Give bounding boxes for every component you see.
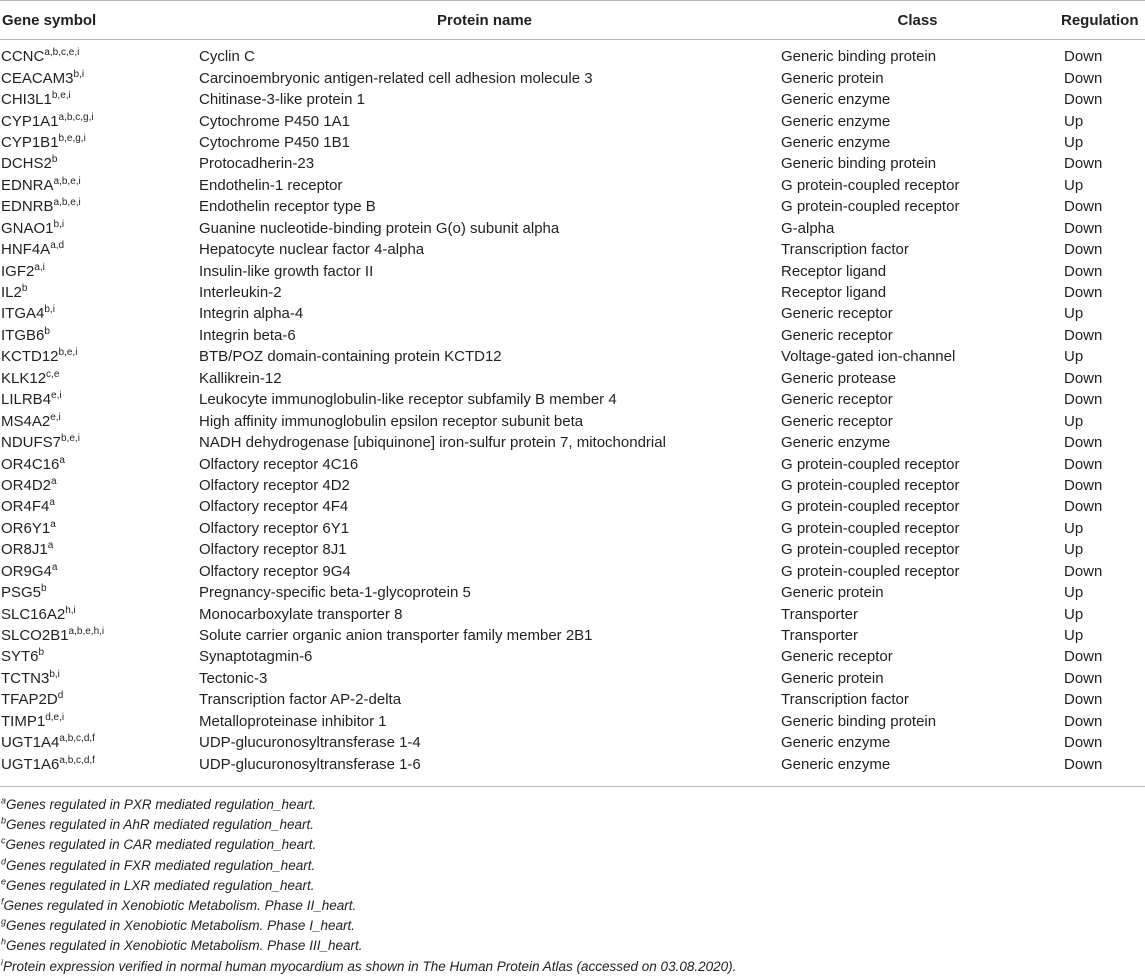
protein-name-cell: Olfactory receptor 6Y1 <box>199 519 350 537</box>
regulation-cell: Down <box>1064 734 1103 752</box>
protein-name-cell: UDP-glucuronosyltransferase 1-4 <box>199 734 421 752</box>
class-cell: G protein-coupled receptor <box>781 519 960 537</box>
gene-symbol-cell <box>0 368 193 389</box>
class-cell: Generic protein <box>781 69 884 87</box>
gene-symbol-cell <box>0 89 193 110</box>
regulation-cell: Up <box>1064 519 1084 537</box>
table-row <box>0 475 1145 496</box>
regulation-cell: Down <box>1064 498 1103 516</box>
gene-symbol-cell <box>0 196 193 217</box>
gene-symbol-cell <box>0 40 193 68</box>
class-cell: Generic enzyme <box>781 755 891 773</box>
gene-footnote-marks: a <box>59 454 65 466</box>
table-row <box>0 110 1145 131</box>
class-cell: Transcription factor <box>781 691 909 709</box>
table-row <box>0 753 1145 778</box>
table-row <box>0 711 1145 732</box>
class-cell: Generic enzyme <box>781 133 891 151</box>
regulation-cell: Down <box>1064 755 1103 773</box>
regulation-cell: Down <box>1064 48 1103 66</box>
gene-symbol-cell <box>0 67 193 88</box>
gene-footnote-marks: a,b,c,d,f <box>59 733 95 745</box>
gene-symbol: TIMP1 <box>1 712 46 730</box>
protein-name-cell: Carcinoembryonic antigen-related cell adhesion molecule 3 <box>199 69 593 87</box>
class-cell: Voltage-gated ion-channel <box>781 348 956 366</box>
gene-footnote-marks: b <box>21 283 28 295</box>
class-cell: Generic receptor <box>781 391 893 409</box>
gene-symbol: IGF2 <box>1 262 35 280</box>
gene-footnote-marks: c,e <box>46 368 60 380</box>
gene-symbol: PSG5 <box>1 584 42 602</box>
regulation-cell: Down <box>1064 434 1103 452</box>
gene-symbol: SLC16A2 <box>1 605 66 623</box>
class-cell: Generic receptor <box>781 326 893 344</box>
protein-name-cell: Protocadherin-23 <box>199 155 315 173</box>
footnote-item <box>0 856 1145 876</box>
footnote-mark: b <box>1 815 7 826</box>
class-cell: Generic receptor <box>781 305 893 323</box>
gene-symbol-cell <box>0 582 193 603</box>
gene-symbol: CHI3L1 <box>1 91 52 109</box>
gene-symbol: CEACAM3 <box>1 69 74 87</box>
regulation-cell: Up <box>1064 176 1084 194</box>
gene-symbol-cell <box>0 303 193 324</box>
footnote-text: Genes regulated in CAR mediated regulation_heart. <box>5 837 317 853</box>
regulation-cell: Down <box>1064 91 1103 109</box>
footnote-text: Protein expression verified in normal human myocardium as shown in The Human Protein Atlas (accessed on 03.08.2020). <box>3 958 737 974</box>
protein-name-cell: Olfactory receptor 4C16 <box>199 455 359 473</box>
regulation-cell: Down <box>1064 669 1103 687</box>
gene-symbol: UGT1A6 <box>1 755 60 773</box>
gene-footnote-marks: a <box>51 475 57 487</box>
class-cell: Generic receptor <box>781 412 893 430</box>
footnote-mark: g <box>1 916 7 927</box>
gene-footnote-marks: b <box>38 647 45 659</box>
gene-symbol-cell <box>0 325 193 346</box>
gene-symbol: UGT1A4 <box>1 734 60 752</box>
gene-footnote-marks: b,i <box>53 218 65 230</box>
table-body <box>0 40 1145 779</box>
footnote-mark: h <box>1 936 7 947</box>
regulation-cell: Down <box>1064 326 1103 344</box>
class-cell: Generic enzyme <box>781 434 891 452</box>
footnote-text: Genes regulated in Xenobiotic Metabolism. Phase II_heart. <box>3 897 357 913</box>
gene-symbol-cell <box>0 175 193 196</box>
footnote-mark: d <box>1 856 7 867</box>
table-row <box>0 89 1145 110</box>
gene-symbol-cell <box>0 432 193 453</box>
gene-symbol: CYP1B1 <box>1 133 59 151</box>
regulation-cell: Up <box>1064 584 1084 602</box>
footnote-mark: f <box>1 896 4 907</box>
regulation-cell: Down <box>1064 219 1103 237</box>
class-cell: Transporter <box>781 605 858 623</box>
table-row <box>0 646 1145 667</box>
table-row <box>0 668 1145 689</box>
regulation-cell: Down <box>1064 391 1103 409</box>
gene-footnote-marks: a,b,e,i <box>53 197 81 209</box>
protein-name-cell: Hepatocyte nuclear factor 4-alpha <box>199 241 425 259</box>
gene-symbol-cell <box>0 539 193 560</box>
footnote-text: Genes regulated in LXR mediated regulation_heart. <box>6 877 315 893</box>
table-row <box>0 40 1145 68</box>
table-row <box>0 582 1145 603</box>
gene-footnote-marks: b,e,i <box>58 347 78 359</box>
regulation-cell: Up <box>1064 348 1084 366</box>
gene-symbol-cell <box>0 110 193 131</box>
protein-name-cell: Interleukin-2 <box>199 284 282 302</box>
table-row <box>0 625 1145 646</box>
protein-name-cell: Olfactory receptor 4F4 <box>199 498 349 516</box>
regulation-cell: Down <box>1064 284 1103 302</box>
class-cell: G protein-coupled receptor <box>781 176 960 194</box>
gene-symbol: TFAP2D <box>1 691 58 709</box>
table-row <box>0 303 1145 324</box>
gene-symbol-cell <box>0 218 193 239</box>
gene-symbol: EDNRB <box>1 198 54 216</box>
gene-symbol: TCTN3 <box>1 669 50 687</box>
table-row <box>0 346 1145 367</box>
gene-symbol: OR6Y1 <box>1 519 51 537</box>
gene-footnote-marks: a <box>47 540 54 552</box>
footnote-text: Genes regulated in FXR mediated regulation_heart. <box>6 857 316 873</box>
protein-name-cell: Olfactory receptor 4D2 <box>199 476 350 494</box>
header-gene-symbol: Gene symbol <box>0 1 193 40</box>
table-row <box>0 453 1145 474</box>
gene-symbol: CYP1A1 <box>1 112 59 130</box>
regulation-cell: Down <box>1064 455 1103 473</box>
gene-footnote-marks: a,b,c,g,i <box>58 111 94 123</box>
protein-name-cell: BTB/POZ domain-containing protein KCTD12 <box>199 348 502 366</box>
gene-footnote-marks: b,e,g,i <box>58 132 86 144</box>
footnote-text: Genes regulated in Xenobiotic Metabolism. Phase III_heart. <box>6 938 363 954</box>
footnote-mark: a <box>1 795 7 806</box>
protein-name-cell: Monocarboxylate transporter 8 <box>199 605 403 623</box>
gene-symbol: KLK12 <box>1 369 47 387</box>
regulation-cell: Down <box>1064 648 1103 666</box>
footnote-item <box>0 835 1145 855</box>
gene-symbol-cell <box>0 711 193 732</box>
protein-name-cell: Endothelin-1 receptor <box>199 176 343 194</box>
regulation-cell: Up <box>1064 305 1084 323</box>
protein-name-cell: Kallikrein-12 <box>199 369 282 387</box>
regulation-cell: Down <box>1064 562 1103 580</box>
gene-symbol: ITGB6 <box>1 326 45 344</box>
header-protein-name: Protein name <box>193 1 776 40</box>
class-cell: Generic binding protein <box>781 48 937 66</box>
class-cell: G protein-coupled receptor <box>781 562 960 580</box>
protein-name-cell: Transcription factor AP-2-delta <box>199 691 402 709</box>
regulation-cell: Down <box>1064 476 1103 494</box>
gene-symbol-cell <box>0 646 193 667</box>
table-row <box>0 518 1145 539</box>
gene-footnote-marks: a,b,e,i <box>53 175 81 187</box>
table-row <box>0 153 1145 174</box>
protein-name-cell: Guanine nucleotide-binding protein G(o) subunit alpha <box>199 219 560 237</box>
protein-name-cell: Pregnancy-specific beta-1-glycoprotein 5 <box>199 584 471 602</box>
class-cell: Generic binding protein <box>781 155 937 173</box>
regulation-cell: Up <box>1064 605 1084 623</box>
table-row <box>0 539 1145 560</box>
table-row <box>0 410 1145 431</box>
regulation-cell: Down <box>1064 198 1103 216</box>
gene-footnote-marks: b,e,i <box>51 90 71 102</box>
footnote-item <box>0 795 1145 815</box>
footnote-mark: c <box>1 835 6 846</box>
gene-footnote-marks: d,e,i <box>45 711 65 723</box>
class-cell: Generic enzyme <box>781 91 891 109</box>
gene-symbol-cell <box>0 389 193 410</box>
table-row <box>0 196 1145 217</box>
gene-footnote-marks: e,i <box>51 390 62 402</box>
class-cell: Transporter <box>781 627 858 645</box>
protein-name-cell: Synaptotagmin-6 <box>199 648 313 666</box>
gene-symbol: IL2 <box>1 284 22 302</box>
class-cell: G protein-coupled receptor <box>781 498 960 516</box>
protein-name-cell: Olfactory receptor 9G4 <box>199 562 351 580</box>
gene-footnote-marks: h,i <box>65 604 76 616</box>
gene-symbol: KCTD12 <box>1 348 59 366</box>
gene-footnote-marks: e,i <box>50 411 61 423</box>
header-class: Class <box>776 1 1059 40</box>
protein-name-cell: Integrin beta-6 <box>199 326 296 344</box>
header-regulation: Regulation <box>1059 1 1145 40</box>
gene-footnote-marks: b,i <box>44 304 55 316</box>
regulation-cell: Down <box>1064 691 1103 709</box>
gene-footnote-marks: b <box>41 583 47 595</box>
class-cell: G protein-coupled receptor <box>781 455 960 473</box>
protein-name-cell: Cytochrome P450 1B1 <box>199 133 350 151</box>
protein-name-cell: Endothelin receptor type B <box>199 198 376 216</box>
table-row <box>0 325 1145 346</box>
class-cell: Receptor ligand <box>781 262 887 280</box>
gene-symbol: MS4A2 <box>1 412 51 430</box>
protein-name-cell: Tectonic-3 <box>199 669 268 687</box>
table-row <box>0 282 1145 303</box>
gene-symbol: CCNC <box>1 48 45 66</box>
regulation-cell: Up <box>1064 112 1084 130</box>
table-row <box>0 561 1145 582</box>
gene-symbol-cell <box>0 475 193 496</box>
gene-symbol-cell <box>0 689 193 710</box>
regulation-cell: Down <box>1064 241 1103 259</box>
gene-symbol-cell <box>0 239 193 260</box>
gene-footnote-marks: b,e,i <box>61 433 80 445</box>
footnotes <box>0 786 1145 977</box>
class-cell: G protein-coupled receptor <box>781 198 960 216</box>
class-cell: Generic protein <box>781 669 884 687</box>
gene-symbol: HNF4A <box>1 241 51 259</box>
regulation-cell: Up <box>1064 627 1084 645</box>
gene-footnote-marks: a <box>51 561 58 573</box>
protein-name-cell: Integrin alpha-4 <box>199 305 304 323</box>
gene-footnote-marks: b,i <box>49 668 60 680</box>
gene-symbol: OR4C16 <box>1 455 60 473</box>
gene-symbol: SLCO2B1 <box>1 627 69 645</box>
regulation-cell: Down <box>1064 712 1103 730</box>
table-row <box>0 603 1145 624</box>
class-cell: Generic enzyme <box>781 734 891 752</box>
table-row <box>0 132 1145 153</box>
gene-footnote-marks: a,b,c,d,f <box>59 754 95 766</box>
table-row <box>0 732 1145 753</box>
gene-symbol-cell <box>0 496 193 517</box>
gene-symbol-cell <box>0 561 193 582</box>
gene-symbol: OR4D2 <box>1 476 52 494</box>
class-cell: G protein-coupled receptor <box>781 476 960 494</box>
gene-symbol: EDNRA <box>1 176 54 194</box>
gene-symbol: LILRB4 <box>1 391 52 409</box>
gene-footnote-marks: a <box>50 518 56 530</box>
gene-symbol-cell <box>0 625 193 646</box>
gene-footnote-marks: a,b,c,e,i <box>44 47 80 59</box>
table-row <box>0 496 1145 517</box>
protein-name-cell: Cytochrome P450 1A1 <box>199 112 350 130</box>
footnote-item <box>0 936 1145 956</box>
gene-footnote-marks: b,i <box>73 68 85 80</box>
table-row <box>0 689 1145 710</box>
protein-name-cell: UDP-glucuronosyltransferase 1-6 <box>199 755 421 773</box>
regulation-cell: Up <box>1064 412 1084 430</box>
protein-name-cell: Leukocyte immunoglobulin-like receptor subfamily B member 4 <box>199 391 617 409</box>
protein-name-cell: NADH dehydrogenase [ubiquinone] iron-sulfur protein 7, mitochondrial <box>199 434 666 452</box>
gene-footnote-marks: a,i <box>34 261 45 273</box>
gene-symbol: ITGA4 <box>1 305 45 323</box>
gene-footnote-marks: a,b,e,h,i <box>68 626 105 638</box>
class-cell: Transcription factor <box>781 241 909 259</box>
footnote-mark: i <box>1 957 3 967</box>
regulation-cell: Down <box>1064 155 1103 173</box>
footnote-item <box>0 916 1145 936</box>
gene-symbol: OR8J1 <box>1 541 48 559</box>
table-header <box>0 1 1145 40</box>
class-cell: Generic binding protein <box>781 712 937 730</box>
regulation-cell: Down <box>1064 369 1103 387</box>
regulation-cell: Up <box>1064 133 1084 151</box>
class-cell: Generic receptor <box>781 648 893 666</box>
class-cell: Receptor ligand <box>781 284 887 302</box>
table-row <box>0 389 1145 410</box>
gene-footnote-marks: b <box>44 325 50 337</box>
gene-symbol: OR9G4 <box>1 562 52 580</box>
gene-footnote-marks: a,d <box>50 240 65 252</box>
table-row <box>0 432 1145 453</box>
table-row <box>0 260 1145 281</box>
gene-symbol-cell <box>0 732 193 753</box>
gene-symbol: DCHS2 <box>1 155 52 173</box>
protein-name-cell: Chitinase-3-like protein 1 <box>199 91 365 109</box>
footnote-item <box>0 876 1145 896</box>
gene-symbol-cell <box>0 518 193 539</box>
gene-footnote-marks: a <box>49 497 55 509</box>
gene-symbol: GNAO1 <box>1 219 54 237</box>
class-cell: G-alpha <box>781 219 835 237</box>
protein-name-cell: Insulin-like growth factor II <box>199 262 374 280</box>
gene-symbol-cell <box>0 410 193 431</box>
gene-symbol-cell <box>0 282 193 303</box>
class-cell: Generic enzyme <box>781 112 891 130</box>
protein-name-cell: Solute carrier organic anion transporter family member 2B1 <box>199 627 593 645</box>
gene-symbol-cell <box>0 346 193 367</box>
regulation-cell: Down <box>1064 262 1103 280</box>
protein-name-cell: Metalloproteinase inhibitor 1 <box>199 712 387 730</box>
footnote-text: Genes regulated in PXR mediated regulation_heart. <box>6 797 316 812</box>
class-cell: Generic protein <box>781 584 884 602</box>
header-row <box>0 1 1145 40</box>
gene-symbol-cell <box>0 132 193 153</box>
class-cell: Generic protease <box>781 369 897 387</box>
gene-footnote-marks: d <box>57 690 64 702</box>
class-cell: G protein-coupled receptor <box>781 541 960 559</box>
gene-symbol-cell <box>0 753 193 778</box>
gene-symbol-cell <box>0 603 193 624</box>
gene-footnote-marks: b <box>51 154 58 166</box>
gene-symbol-cell <box>0 260 193 281</box>
footnote-item <box>0 815 1145 835</box>
gene-symbol: SYT6 <box>1 648 39 666</box>
table-row <box>0 239 1145 260</box>
footnote-item <box>0 896 1145 916</box>
table-row <box>0 67 1145 88</box>
footnote-text: Genes regulated in AhR mediated regulation_heart. <box>6 817 314 833</box>
gene-symbol: OR4F4 <box>1 498 50 516</box>
table-row <box>0 218 1145 239</box>
protein-name-cell: High affinity immunoglobulin epsilon receptor subunit beta <box>199 412 584 430</box>
gene-symbol: NDUFS7 <box>1 434 62 452</box>
table-row <box>0 368 1145 389</box>
footnote-text: Genes regulated in Xenobiotic Metabolism. Phase I_heart. <box>6 918 355 934</box>
regulation-cell: Up <box>1064 541 1084 559</box>
table-row <box>0 175 1145 196</box>
gene-symbol-cell <box>0 668 193 689</box>
gene-symbol-cell <box>0 453 193 474</box>
gene-symbol-cell <box>0 153 193 174</box>
protein-name-cell: Cyclin C <box>199 48 255 66</box>
footnote-mark: e <box>1 876 7 887</box>
protein-name-cell: Olfactory receptor 8J1 <box>199 541 347 559</box>
regulation-cell: Down <box>1064 69 1103 87</box>
